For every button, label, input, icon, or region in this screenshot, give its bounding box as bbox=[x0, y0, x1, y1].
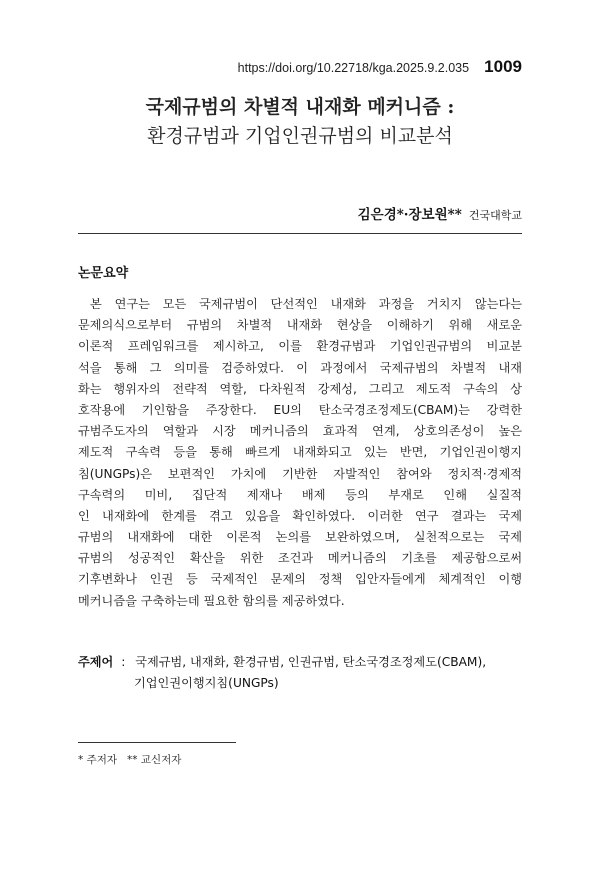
author-names: 김은경*·장보원** bbox=[357, 207, 462, 223]
abstract-line: 규범주도자의 역할과 시장 메커니즘의 효과적 연계, 상호의존성이 높은 bbox=[78, 424, 522, 439]
abstract-line: 인 내재화에 한계를 겪고 있음을 확인하였다. 이러한 연구 결과는 국제 bbox=[78, 508, 522, 523]
abstract-line: 규범의 성공적인 확산을 위한 조건과 메커니즘의 기초를 제공함으로써 bbox=[78, 551, 522, 566]
abstract-line: 석을 통해 그 의미를 검증하였다. 이 과정에서 국제규범의 차별적 내재 bbox=[78, 360, 522, 375]
footnote-divider bbox=[78, 742, 236, 743]
header-divider bbox=[78, 233, 522, 234]
abstract-line: 호작용에 기인함을 주장한다. EU의 탄소국경조정제도(CBAM)는 강력한 bbox=[78, 402, 522, 417]
abstract-line: 규범의 내재화에 대한 이론적 논의를 보완하였으며, 실천적으로는 국제 bbox=[78, 530, 522, 545]
page-number: 1009 bbox=[484, 57, 522, 76]
author-block bbox=[358, 203, 522, 223]
abstract-line: 침(UNGPs)은 보편적인 가치에 기반한 자발적인 참여와 정치적·경제적 bbox=[78, 466, 522, 481]
abstract-line: 이론적 프레임워크를 제시하고, 이를 환경규범과 기업인권규범의 비교분 bbox=[78, 339, 522, 354]
abstract-line: 메커니즘을 구축하는데 필요한 함의를 제공하였다. bbox=[78, 593, 345, 608]
running-header bbox=[238, 57, 522, 77]
abstract-line: 구속력의 미비, 집단적 제재나 배제 등의 부재로 인해 실질적 bbox=[78, 487, 522, 502]
keywords-line-2: 기업인권이행지침(UNGPs) bbox=[134, 676, 279, 690]
doi-link[interactable]: https://doi.org/10.22718/kga.2025.9.2.035 bbox=[237, 61, 470, 75]
abstract-line: 제도적 구속력 등을 통해 빠르게 내재화되고 있는 반면, 기업인권이행지 bbox=[78, 445, 522, 460]
abstract-heading: 논문요약 bbox=[78, 266, 129, 281]
abstract-body bbox=[78, 294, 522, 612]
title-line-2: 환경규범과 기업인권규범의 비교분석 bbox=[147, 125, 453, 147]
title-line-1: 국제규범의 차별적 내재화 메커니즘 : bbox=[145, 96, 455, 118]
abstract-line: 본 연구는 모든 국제규범이 단선적인 내재화 과정을 거치지 않는다는 bbox=[90, 297, 522, 311]
keywords-block bbox=[78, 652, 528, 694]
abstract-line: 기후변화나 인권 등 국제적인 문제의 정책 입안자들에게 체계적인 이행 bbox=[78, 572, 522, 587]
footnote: * 주저자 ** 교신저자 bbox=[78, 754, 182, 766]
affiliation: 건국대학교 bbox=[468, 209, 522, 222]
keywords-separator: : bbox=[121, 655, 126, 669]
abstract-line: 화는 행위자의 전략적 역할, 다차원적 강제성, 그리고 제도적 구속의 상 bbox=[78, 381, 522, 396]
keywords-label: 주제어 bbox=[78, 655, 114, 669]
keywords-line-1: 국제규범, 내재화, 환경규범, 인권규범, 탄소국경조정제도(CBAM), bbox=[135, 655, 487, 669]
paper-title bbox=[0, 93, 600, 151]
abstract-line: 문제의식으로부터 규범의 차별적 내재화 현상을 이해하기 위해 새로운 bbox=[78, 318, 522, 333]
